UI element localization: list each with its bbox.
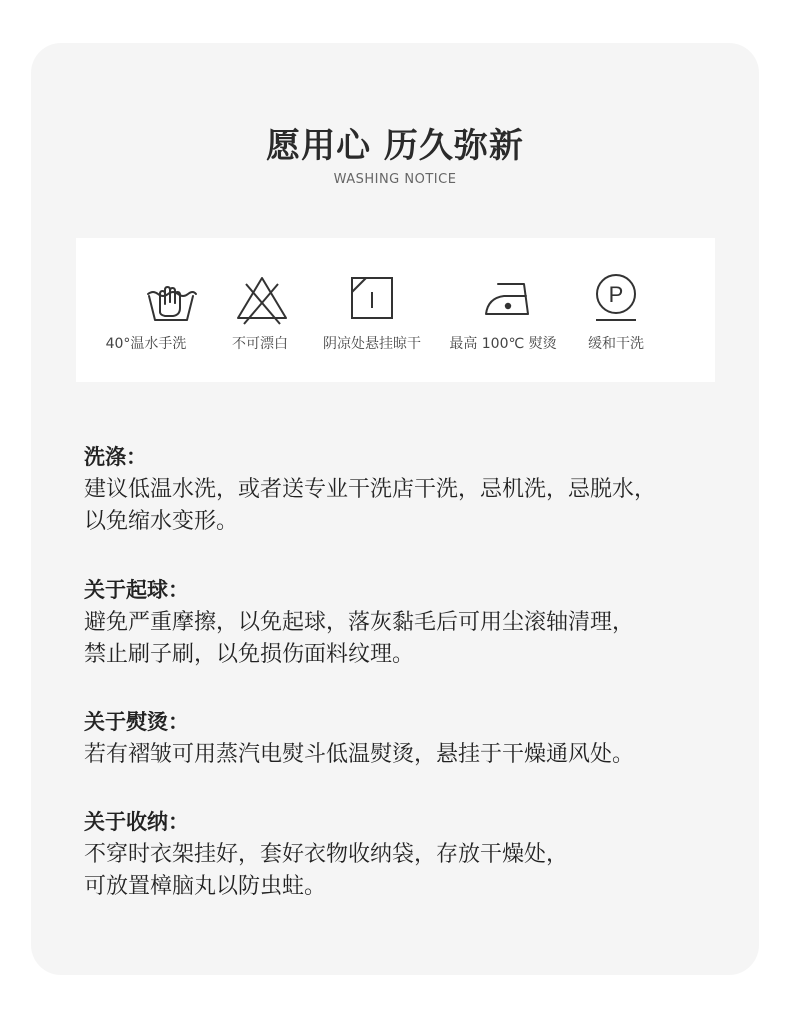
hand-wash-icon <box>141 272 201 328</box>
care-symbols-panel <box>76 238 715 382</box>
section-washing <box>84 442 724 538</box>
svg-text:P: P <box>608 282 624 307</box>
section-text-line: 不穿时衣架挂好，套好衣物收纳袋，存放干燥处， <box>84 842 569 867</box>
section-heading: 关于起球： <box>84 578 189 602</box>
section-heading: 关于收纳： <box>84 810 189 834</box>
care-symbol-label: 最高 100℃ 熨烫 <box>449 336 557 352</box>
no-bleach-icon <box>232 272 292 328</box>
iron-icon <box>478 272 538 328</box>
dry-clean-icon <box>586 272 646 328</box>
section-ironing <box>84 707 724 771</box>
section-text-line: 可放置樟脑丸以防虫蛀。 <box>84 874 327 899</box>
shade-hang-dry-icon <box>342 272 402 328</box>
care-symbol-label: 缓和干洗 <box>588 336 644 352</box>
page-title: 愿用心 历久弥新 <box>266 126 524 166</box>
section-text-line: 以免缩水变形。 <box>84 509 239 534</box>
section-text-line: 若有褶皱可用蒸汽电熨斗低温熨烫，悬挂于干燥通风处。 <box>84 742 635 767</box>
section-storage <box>84 807 724 903</box>
care-symbol-label: 40°温水手洗 <box>105 336 187 352</box>
page-subtitle: WASHING NOTICE <box>333 172 457 187</box>
section-heading: 洗涤： <box>84 445 147 469</box>
section-pilling <box>84 575 724 671</box>
care-symbol-label: 阴凉处悬挂晾干 <box>323 336 421 352</box>
section-text-line: 建议低温水洗，或者送专业干洗店干洗，忌机洗，忌脱水， <box>84 477 657 502</box>
section-text-line: 避免严重摩擦，以免起球，落灰黏毛后可用尘滚轴清理， <box>84 610 635 635</box>
section-heading: 关于熨烫： <box>84 710 189 734</box>
care-symbol-label: 不可漂白 <box>232 336 288 352</box>
section-text-line: 禁止刷子刷，以免损伤面料纹理。 <box>84 642 415 667</box>
